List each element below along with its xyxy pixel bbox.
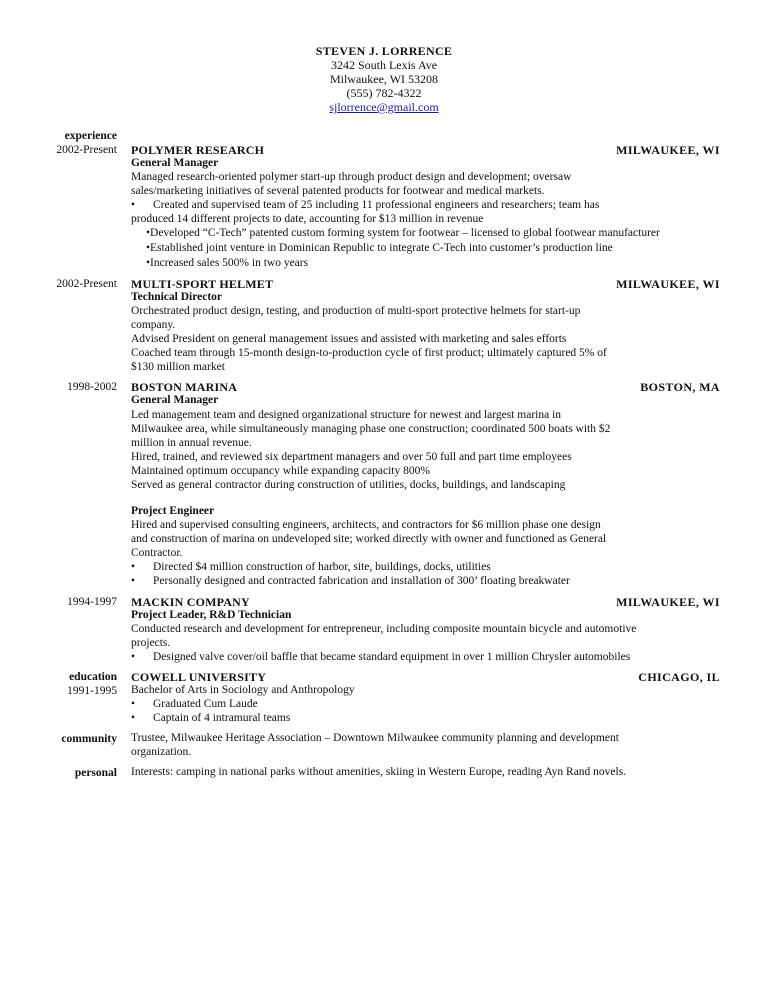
section-label-experience: experience — [64, 130, 117, 142]
job-org: MULTI-SPORT HELMET — [131, 277, 274, 291]
job-desc-line: Served as general contractor during construction of utilities, docks, buildings, and landscaping — [131, 479, 566, 491]
job-title: General Manager — [131, 394, 219, 406]
job-desc-line: Managed research-oriented polymer start-up through product design and development; oversaw — [131, 171, 572, 183]
job-title: General Manager — [131, 157, 219, 169]
city-line: Milwaukee, WI 53208 — [329, 72, 439, 86]
job-title: Project Engineer — [131, 505, 215, 517]
job-title: Technical Director — [131, 291, 223, 303]
job-desc-line: Conducted research and development for entrepreneur, including composite mountain bicycle and automotive — [131, 623, 637, 635]
job-title: Project Leader, R&D Technician — [131, 609, 292, 621]
job-org: POLYMER RESEARCH — [131, 143, 265, 157]
job-desc-line: projects. — [131, 637, 171, 649]
job-desc-line: $130 million market — [131, 361, 225, 373]
education-dates: 1991-1995 — [67, 685, 117, 697]
job-location: MILWAUKEE, WI — [616, 143, 720, 157]
job-desc-line: company. — [131, 319, 176, 331]
address-line: 3242 South Lexis Ave — [330, 58, 438, 72]
job-location: MILWAUKEE, WI — [616, 595, 720, 609]
job-desc-line: Milwaukee area, while simultaneously managing phase one construction; coordinated 500 boats with $2 — [131, 423, 611, 435]
job-desc-line: Orchestrated product design, testing, and production of multi-sport protective helmets for start-up — [131, 305, 581, 317]
bullet-icon: • — [131, 712, 136, 724]
job-desc-line: Led management team and designed organizational structure for newest and largest marina in — [131, 409, 562, 421]
job-desc-line: and construction of marina on undeveloped site; worked directly with owner and functioned as General — [131, 533, 607, 545]
bullet-item: • Designed valve cover/oil baffle that became standard equipment in over 1 million Chrysler automobiles — [131, 651, 631, 663]
bullet-item: • Directed $4 million construction of harbor, site, buildings, docks, utilities — [131, 561, 491, 573]
applicant-name: STEVEN J. LORRENCE — [315, 44, 453, 58]
job-desc-line: Contractor. — [131, 547, 183, 559]
personal-interests: Interests: camping in national parks without amenities, skiing in Western Europe, reading Ayn Rand novels. — [131, 766, 627, 778]
job-desc-line: Hired and supervised consulting engineers, architects, and contractors for $6 million phase one design — [131, 519, 601, 531]
email-link[interactable]: sjlorrence@gmail.com — [329, 100, 439, 114]
job-desc-line: Maintained optimum occupancy while expanding capacity 800% — [131, 465, 430, 477]
phone-line: (555) 782-4322 — [346, 86, 422, 100]
section-label-community: community — [61, 733, 117, 745]
sub-bullet-item: •Increased sales 500% in two years — [146, 257, 309, 269]
job-dates: 1994-1997 — [67, 596, 117, 608]
bullet-item: • Personally designed and contracted fabrication and installation of 300’ floating breakwater — [131, 575, 570, 587]
job-desc-line: sales/marketing initiatives of several patented products for footwear and medical markets. — [131, 185, 545, 197]
bullet-icon: • — [131, 698, 136, 710]
section-label-personal: personal — [74, 767, 117, 779]
contact-header — [284, 44, 484, 114]
job-org: BOSTON MARINA — [131, 380, 238, 394]
job-dates: 1998-2002 — [67, 381, 117, 393]
sub-bullet-item: •Established joint venture in Dominican Republic to integrate C-Tech into customer’s production line — [146, 242, 613, 254]
job-desc-line: Coached team through 15-month design-to-production cycle of first product; ultimately captured 5% of — [131, 347, 607, 359]
bullet-item: • Created and supervised team of 25 including 11 professional engineers and researchers; team has — [131, 199, 600, 211]
sub-bullet-item: •Developed “C-Tech” patented custom forming system for footwear – licensed to global footwear manufacturer — [146, 227, 660, 239]
degree: Bachelor of Arts in Sociology and Anthropology — [131, 684, 355, 696]
job-org: MACKIN COMPANY — [131, 595, 250, 609]
community-line: organization. — [131, 746, 192, 758]
community-line: Trustee, Milwaukee Heritage Association – Downtown Milwaukee community planning and development — [131, 732, 619, 744]
job-desc-line: produced 14 different projects to date, accounting for $13 million in revenue — [131, 213, 484, 225]
job-desc-line: Hired, trained, and reviewed six department managers and over 50 full and part time employees — [131, 451, 572, 463]
school-location: CHICAGO, IL — [638, 670, 720, 684]
school-name: COWELL UNIVERSITY — [131, 670, 267, 684]
bullet-item: • Graduated Cum Laude — [131, 698, 258, 710]
job-dates: 2002-Present — [56, 278, 117, 290]
job-desc-line: million in annual revenue. — [131, 437, 252, 449]
bullet-item: • Captain of 4 intramural teams — [131, 712, 291, 724]
job-dates: 2002-Present — [56, 144, 117, 156]
bullet-icon: • — [131, 651, 136, 663]
job-location: BOSTON, MA — [640, 380, 720, 394]
job-location: MILWAUKEE, WI — [616, 277, 720, 291]
bullet-icon: • — [131, 561, 136, 573]
section-label-education: education — [69, 671, 117, 683]
bullet-icon: • — [131, 575, 136, 587]
job-desc-line: Advised President on general management issues and assisted with marketing and sales efforts — [131, 333, 567, 345]
bullet-icon: • — [131, 199, 136, 211]
